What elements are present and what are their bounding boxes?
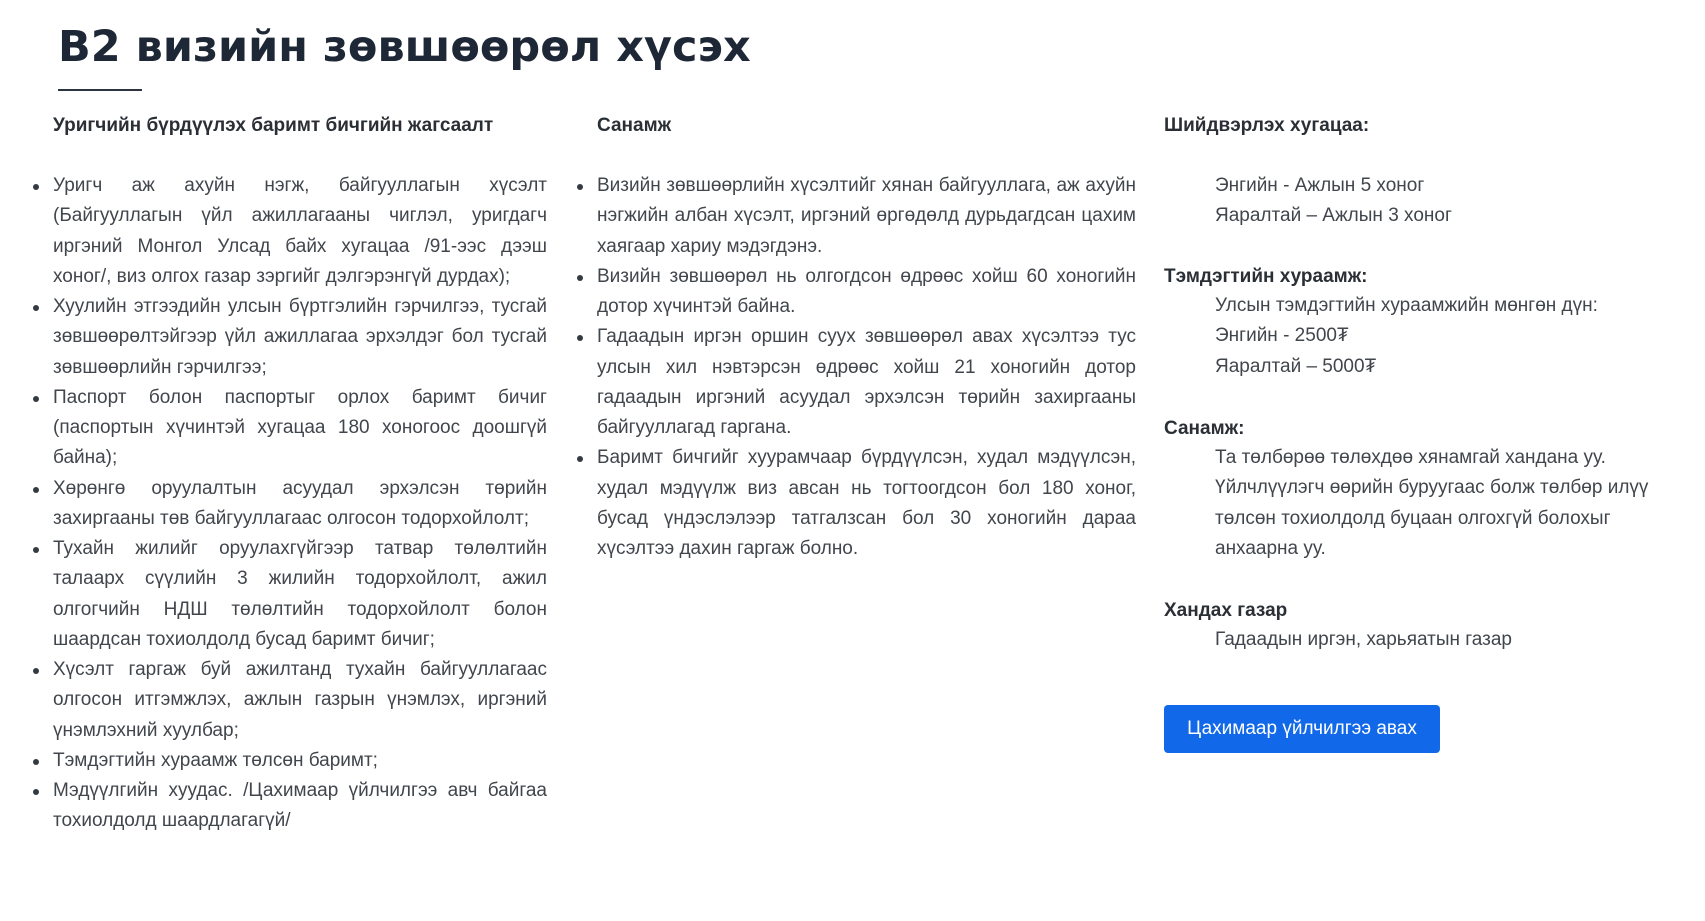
fee-urgent: Яаралтай – 5000₮ [1215,355,1377,377]
list-item: Баримт бичгийг хуурамчаар бүрдүүлсэн, худал мэдүүлсэн, худал мэдүүлж виз авсан нь тогтоогдсон бол 180 хоног, бусад үндэслэлээр татгалзсан бол 30 хоногийн дараа хүсэлтээ дахин гаргаж болно. [597,443,1136,564]
decision-block [1164,112,1694,232]
notes-list [597,171,1136,564]
notes-heading: Санамж [597,115,672,136]
title-underline [58,89,142,91]
page-title: B2 визийн зөвшөөрөл хүсэх [58,22,751,72]
documents-column [53,112,547,837]
place-heading: Хандах газар [1164,600,1288,621]
list-item: Тухайн жилийг оруулахгүйгээр татвар төлөлтийн талаарх сүүлийн 3 жилийн тодорхойлолт, ажил олгогчийн НДШ төлөлтийн тодорхойлолт болон шаардсан тохиолдолд бусад баримт бичиг; [53,534,547,655]
list-item: Гадаадын иргэн оршин суух зөвшөөрөл авах хүсэлтээ тус улсын хил нэвтэрсэн өдрөөс хойш 21 хоногийн дотор гадаадын иргэний асуудал эрхэлсэн төрийн захиргааны байгууллагад гаргана. [597,322,1136,443]
documents-list [53,171,547,837]
fee-intro: Улсын тэмдэгтийн хураамжийн мөнгөн дүн: [1215,295,1598,316]
decision-urgent: Яаралтай – Ажлын 3 хоног [1215,205,1452,227]
list-item: Визийн зөвшөөрлийн хүсэлтийг хянан байгууллага, аж ахуйн нэгжийн албан хүсэлт, иргэний өргөдөлд дурьдагдсан цахим хаягаар хариу мэдэгдэнэ. [597,171,1136,262]
fee-normal: Энгийн - 2500₮ [1215,325,1349,347]
list-item: Хүсэлт гаргаж буй ажилтанд тухайн байгууллагаас олгосон итгэмжлэх, ажлын газрын үнэмлэх, иргэний үнэмлэхний хуулбар; [53,655,547,746]
online-service-button[interactable]: Цахимаар үйлчилгээ авах [1164,705,1440,753]
place-text: Гадаадын иргэн, харьяатын газар [1215,629,1512,650]
documents-heading: Уригчийн бүрдүүлэх баримт бичгийн жагсаалт [53,115,494,136]
list-item: Хуулийн этгээдийн улсын бүртгэлийн гэрчилгээ, тусгай зөвшөөрөлтэйгээр үйл ажиллагаа эрхэлдэг бол тусгай зөвшөөрлийн гэрчилгээ; [53,292,547,383]
decision-normal: Энгийн - Ажлын 5 хоног [1215,175,1425,196]
fee-heading: Тэмдэгтийн хураамж: [1164,266,1368,287]
decision-heading: Шийдвэрлэх хугацаа: [1164,115,1370,136]
fee-block [1164,263,1694,382]
reminder-block [1164,415,1694,564]
list-item: Уригч аж ахуйн нэгж, байгууллагын хүсэлт (Байгууллагын үйл ажиллагааны чиглэл, уригдагч иргэний Монгол Улсад байх хугацаа /91-ээс дээш хоног/, виз олгох газар зэргийг дэлгэрэнгүй дурдах); [53,171,547,292]
list-item: Паспорт болон паспортыг орлох баримт бичиг (паспортын хүчинтэй хугацаа 180 хоногоос доошгүй байна); [53,383,547,474]
reminder-heading: Санамж: [1164,418,1245,439]
reminder-line-2: Үйлчлүүлэгч өөрийн буруугаас болж төлбөр илүү төлсөн тохиолдолд буцаан олгохгүй болохыг анхаарна уу. [1215,477,1649,559]
reminder-line-1: Та төлбөрөө төлөхдөө хянамгай хандана уу. [1215,447,1606,468]
place-block [1164,597,1694,655]
list-item: Хөрөнгө оруулалтын асуудал эрхэлсэн төрийн захиргааны төв байгууллагаас олгосон тодорхойлолт; [53,474,547,535]
list-item: Мэдүүлгийн хуудас. /Цахимаар үйлчилгээ авч байгаа тохиолдолд шаардлагагүй/ [53,776,547,837]
list-item: Визийн зөвшөөрөл нь олгогдсон өдрөөс хойш 60 хоногийн дотор хүчинтэй байна. [597,262,1136,323]
list-item: Тэмдэгтийн хураамж төлсөн баримт; [53,746,547,776]
notes-column [597,112,1136,564]
